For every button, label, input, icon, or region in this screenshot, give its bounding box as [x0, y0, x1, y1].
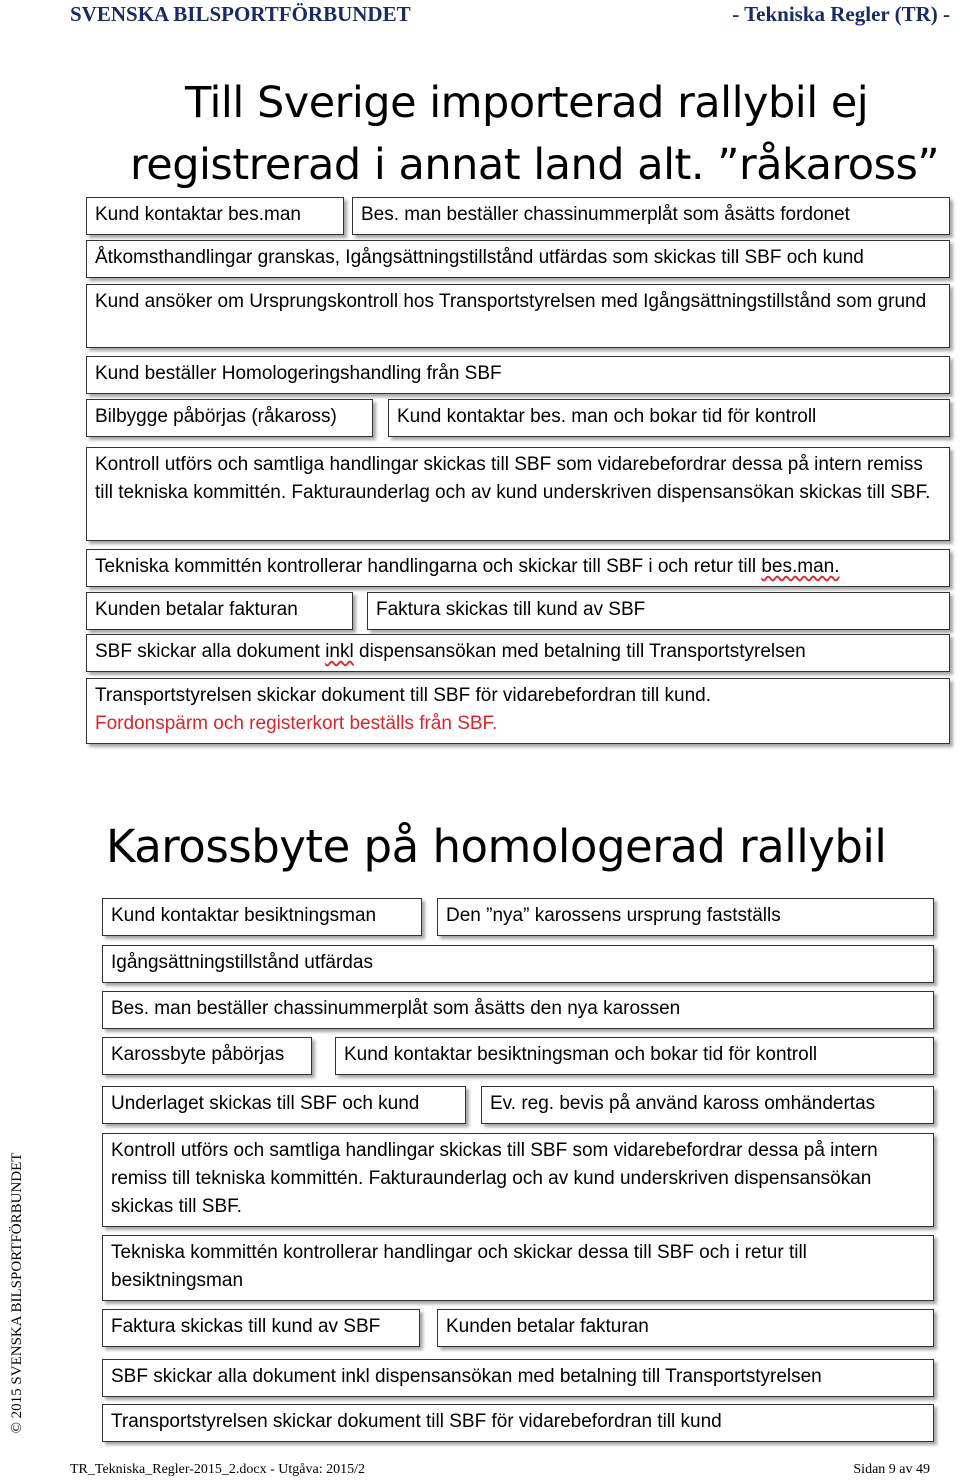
- flow-box-text: dispensansökan med betalning till Transportstyrelsen: [353, 641, 806, 662]
- flow-box: Kund kontaktar besiktningsman: [102, 898, 422, 936]
- flow-box-text-underlined: inkl: [325, 641, 354, 662]
- flow-box: Kund kontaktar bes. man och bokar tid för kontroll: [388, 399, 950, 437]
- flow-box: Faktura skickas till kund av SBF: [102, 1309, 420, 1347]
- flow-box: Igångsättningstillstånd utfärdas: [102, 945, 934, 983]
- flow-box: Ev. reg. bevis på använd kaross omhändertas: [481, 1086, 934, 1124]
- header-organization: SVENSKA BILSPORTFÖRBUNDET: [70, 2, 411, 26]
- flow-box: Kund kontaktar besiktningsman och bokar tid för kontroll: [335, 1037, 934, 1075]
- flow-box: [86, 634, 950, 672]
- sidebar-copyright: © 2015 SVENSKA BILSPORTFÖRBUNDET: [9, 1152, 25, 1434]
- flow-box-text-red: Fordonspärm och registerkort beställs från SBF.: [95, 713, 498, 734]
- flow-box: Tekniska kommittén kontrollerar handlingar och skickar dessa till SBF och i retur till besiktningsman: [102, 1235, 934, 1301]
- flow-box: Den ”nya” karossens ursprung fastställs: [437, 898, 934, 936]
- header-document-title: - Tekniska Regler (TR) -: [732, 2, 950, 26]
- flow-box: Åtkomsthandlingar granskas, Igångsättningstillstånd utfärdas som skickas till SBF och kund: [86, 240, 950, 278]
- flow-box: Kund kontaktar bes.man: [86, 197, 344, 235]
- flow-box: Bes. man beställer chassinummerplåt som åsätts den nya karossen: [102, 991, 934, 1029]
- flow-box: [86, 549, 950, 587]
- flow-box: Transportstyrelsen skickar dokument till SBF för vidarebefordran till kund: [102, 1404, 934, 1442]
- flow-box-text: SBF skickar alla dokument: [95, 641, 326, 662]
- flow-box-text: Transportstyrelsen skickar dokument till SBF för vidarebefordran till kund.: [95, 685, 711, 706]
- section1-title-line2: registrerad i annat land alt. ”råkaross”: [130, 140, 940, 190]
- flow-box: Kontroll utförs och samtliga handlingar skickas till SBF som vidarebefordrar dessa på intern remiss till tekniska kommittén. Fakturaunderlag och av kund underskriven dispensansökan skickas till SBF.: [86, 447, 950, 541]
- flow-box: Faktura skickas till kund av SBF: [367, 592, 950, 630]
- flow-box: [86, 678, 950, 744]
- section2-title: Karossbyte på homologerad rallybil: [106, 820, 887, 873]
- flow-box: Kund ansöker om Ursprungskontroll hos Transportstyrelsen med Igångsättningstillstånd som grund: [86, 284, 950, 348]
- section1-title-line1: Till Sverige importerad rallybil ej: [185, 78, 869, 128]
- footer-page-number: Sidan 9 av 49: [853, 1462, 930, 1477]
- footer-filename: TR_Tekniska_Regler-2015_2.docx - Utgåva: 2015/2: [70, 1462, 366, 1477]
- flow-box: Kund beställer Homologeringshandling från SBF: [86, 356, 950, 394]
- flow-box: SBF skickar alla dokument inkl dispensansökan med betalning till Transportstyrelsen: [102, 1359, 934, 1397]
- flow-box: Bilbygge påbörjas (råkaross): [86, 399, 373, 437]
- flow-box: Karossbyte påbörjas: [102, 1037, 312, 1075]
- flow-box: Underlaget skickas till SBF och kund: [102, 1086, 466, 1124]
- flow-box-text: Tekniska kommittén kontrollerar handlingarna och skickar till SBF i och retur till: [95, 556, 762, 577]
- flow-box: Kontroll utförs och samtliga handlingar skickas till SBF som vidarebefordrar dessa på intern remiss till tekniska kommittén. Fakturaunderlag och av kund underskriven dispensansökan skickas till SBF.: [102, 1133, 934, 1227]
- flow-box: Bes. man beställer chassinummerplåt som åsätts fordonet: [352, 197, 950, 235]
- flow-box-text-underlined: bes.man.: [761, 556, 840, 577]
- flow-box: Kunden betalar fakturan: [437, 1309, 934, 1347]
- flow-box: Kunden betalar fakturan: [86, 592, 353, 630]
